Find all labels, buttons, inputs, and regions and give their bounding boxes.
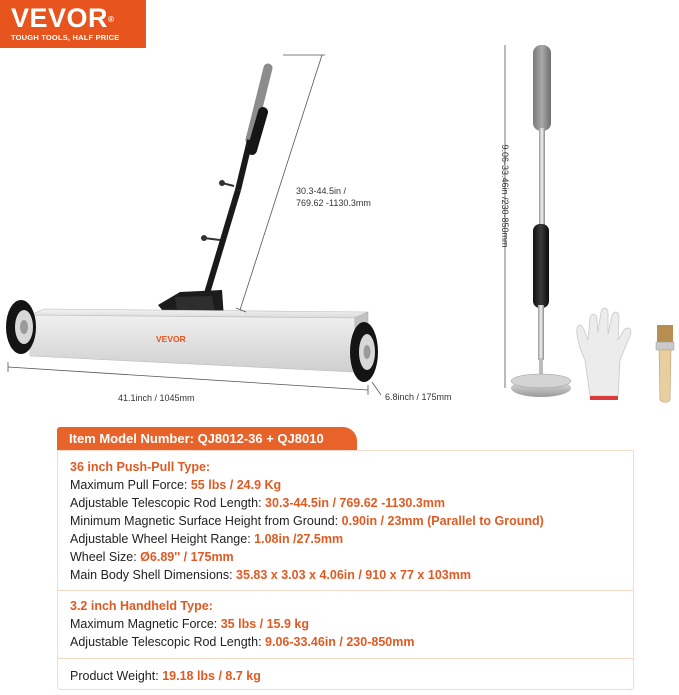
spec-row: Minimum Magnetic Surface Height from Ground: 0.90in / 23mm (Parallel to Ground) xyxy=(70,514,544,528)
spec-row: Wheel Size: Ø6.89'' / 175mm xyxy=(70,550,234,564)
product-brand-label: VEVOR xyxy=(156,334,186,344)
sweeper-wheel-right xyxy=(350,322,378,382)
depth-dimension: 6.8inch / 175mm xyxy=(385,392,452,402)
handheld-tool xyxy=(511,45,571,397)
spec-row: Maximum Magnetic Force: 35 lbs / 15.9 kg xyxy=(70,617,309,631)
height-dimension: 30.3-44.5in / 769.62 -1130.3mm xyxy=(296,186,371,208)
sweeper-handle xyxy=(201,68,268,300)
spec-panel xyxy=(57,450,634,690)
spec-row: Main Body Shell Dimensions: 35.83 x 3.03 x 4.06in / 910 x 77 x 103mm xyxy=(70,568,471,582)
product-weight: Product Weight: 19.18 lbs / 8.7 kg xyxy=(70,669,261,683)
spec-row: Adjustable Wheel Height Range: 1.08in /27.5mm xyxy=(70,532,344,546)
spec-row: Adjustable Telescopic Rod Length: 30.3-44.5in / 769.62 -1130.3mm xyxy=(70,496,446,510)
logo-tagline: TOUGH TOOLS, HALF PRICE xyxy=(11,33,120,42)
handheld-heading: 3.2 inch Handheld Type: xyxy=(70,599,213,613)
logo-registered: ® xyxy=(108,15,115,24)
length-dimension: 41.1inch / 1045mm xyxy=(118,393,195,403)
sweeper-magnet-bar xyxy=(30,309,368,372)
logo-brand: VEVOR xyxy=(11,3,109,33)
pushpull-heading: 36 inch Push-Pull Type: xyxy=(70,460,211,474)
spec-row: Maximum Pull Force: 55 lbs / 24.9 Kg xyxy=(70,478,282,492)
handheld-length-dimension: 9.06-33.46in /230-850mm xyxy=(500,144,510,248)
section-divider xyxy=(58,590,633,591)
sweeper-wheel-left xyxy=(6,300,36,354)
gloves xyxy=(577,308,631,400)
spec-title: Item Model Number: QJ8012-36 + QJ8010 xyxy=(57,427,357,450)
section-divider xyxy=(58,658,633,659)
paint-brush xyxy=(656,325,674,402)
spec-row: Adjustable Telescopic Rod Length: 9.06-33.46in / 230-850mm xyxy=(70,635,415,649)
